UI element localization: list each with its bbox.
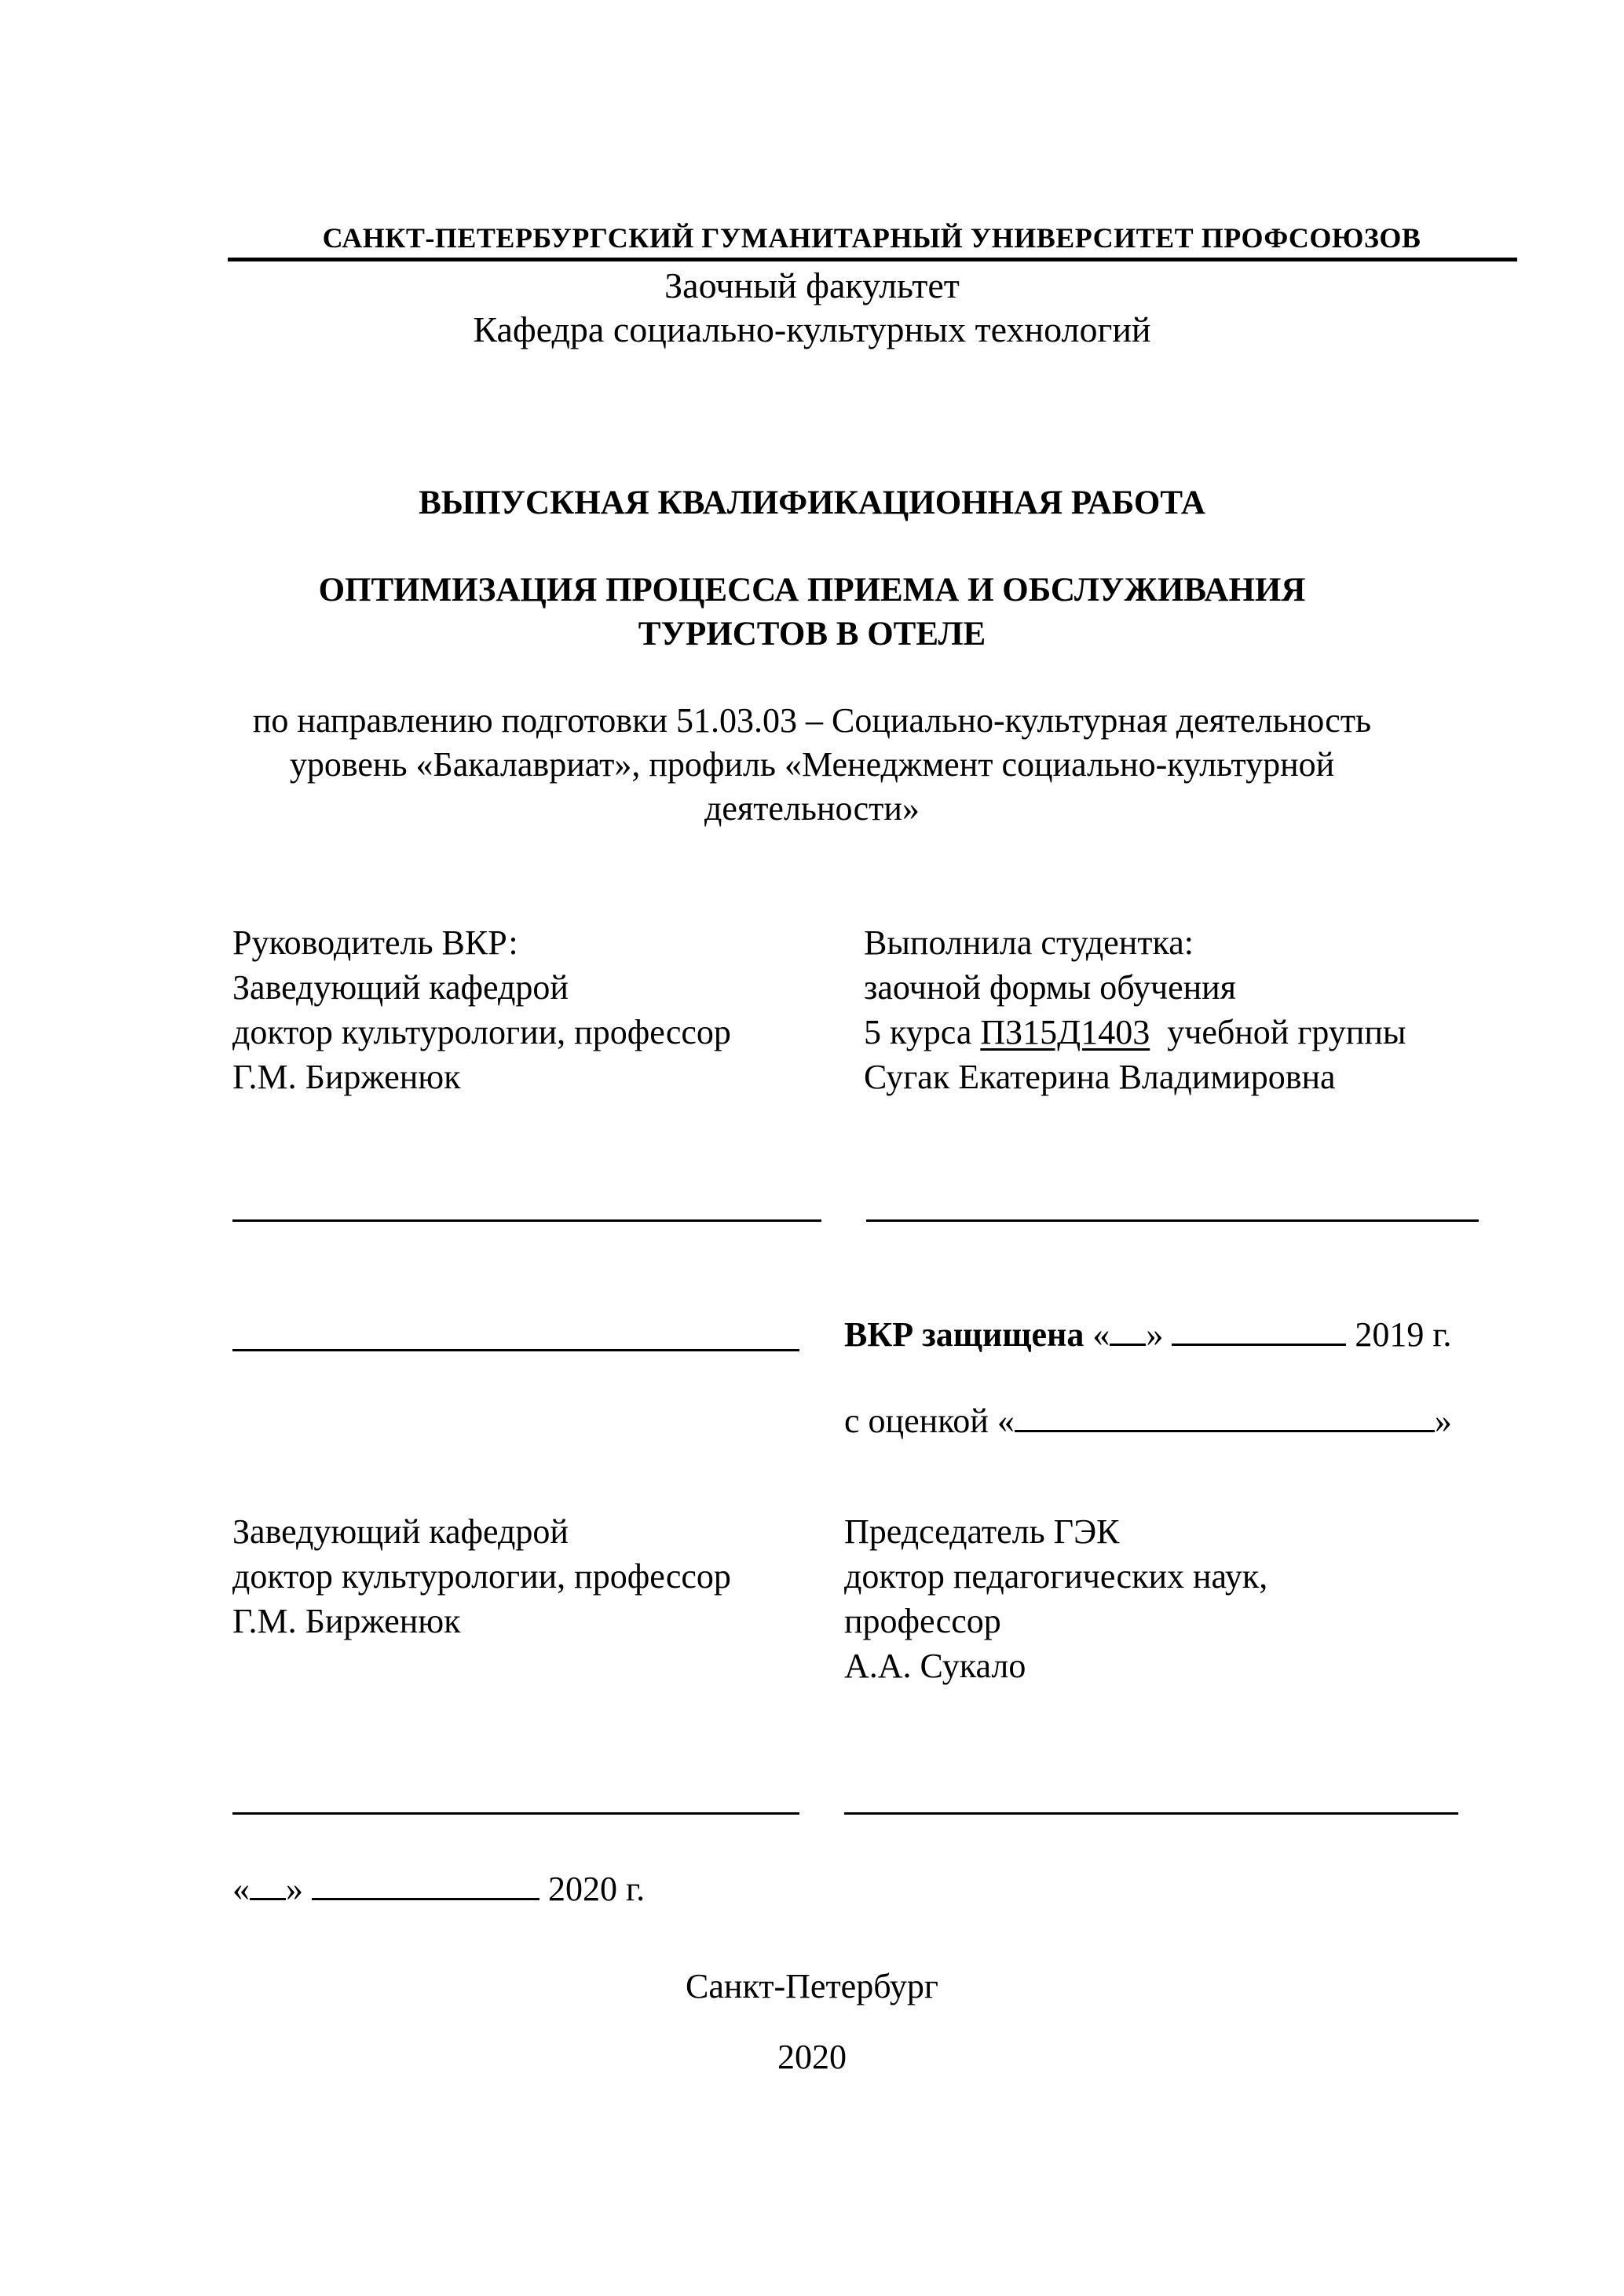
student-study-form: заочной формы обучения bbox=[864, 968, 1236, 1007]
supervisor-date-signature-line bbox=[232, 1349, 799, 1351]
gek-chair-title: профессор bbox=[844, 1602, 1001, 1640]
defense-day-blank[interactable] bbox=[1110, 1314, 1146, 1346]
defense-close-quote: » bbox=[1146, 1315, 1164, 1354]
defense-open-quote: « bbox=[1092, 1315, 1110, 1354]
work-title-line-1: ОПТИМИЗАЦИЯ ПРОЦЕССА ПРИЕМА И ОБСЛУЖИВАНИЯ bbox=[318, 572, 1306, 609]
department-name: Кафедра социально-культурных технологий bbox=[473, 309, 1151, 349]
work-type-heading: ВЫПУСКНАЯ КВАЛИФИКАЦИОННАЯ РАБОТА bbox=[419, 484, 1205, 521]
gek-chair-degree: доктор педагогических наук, bbox=[844, 1557, 1268, 1596]
student-block bbox=[864, 920, 1406, 1099]
supervisor-degree: доктор культурологии, профессор bbox=[232, 1013, 731, 1051]
defense-status-line bbox=[844, 1313, 1451, 1357]
study-direction bbox=[0, 699, 1624, 831]
date-month-blank[interactable] bbox=[312, 1868, 540, 1900]
gek-chair-name: А.А. Сукало bbox=[844, 1647, 1026, 1685]
date-day-blank[interactable] bbox=[250, 1868, 286, 1900]
supervisor-block bbox=[232, 920, 731, 1099]
head-signature-line bbox=[232, 1812, 799, 1815]
course-prefix: 5 курса bbox=[864, 1013, 972, 1051]
date-year: 2020 г. bbox=[548, 1870, 646, 1908]
direction-line-3: деятельности» bbox=[704, 789, 920, 828]
faculty-name: Заочный факультет bbox=[664, 265, 960, 305]
student-label: Выполнила студентка: bbox=[864, 923, 1194, 962]
student-name: Сугак Екатерина Владимировна bbox=[864, 1058, 1336, 1096]
year: 2020 bbox=[777, 2038, 847, 2076]
grade-label: с оценкой « bbox=[844, 1402, 1015, 1440]
date-close-quote: » bbox=[286, 1870, 303, 1908]
grade-blank[interactable] bbox=[1015, 1400, 1435, 1432]
student-signature-line bbox=[866, 1219, 1479, 1222]
gek-chair-block bbox=[844, 1509, 1267, 1688]
work-title bbox=[0, 569, 1624, 656]
head-degree: доктор культурологии, профессор bbox=[232, 1557, 731, 1596]
university-name: САНКТ-ПЕТЕРБУРГСКИЙ ГУМАНИТАРНЫЙ УНИВЕРСИТЕТ ПРОФСОЮЗОВ bbox=[322, 222, 1421, 254]
group-code: ПЗ15Д1403 bbox=[980, 1013, 1150, 1051]
student-course-group bbox=[864, 1010, 1406, 1055]
direction-line-2: уровень «Бакалавриат», профиль «Менеджмент социально-культурной bbox=[289, 745, 1335, 784]
direction-line-1: по направлению подготовки 51.03.03 – Социально-культурная деятельность bbox=[252, 701, 1372, 740]
supervisor-name: Г.М. Бирженюк bbox=[232, 1058, 461, 1096]
head-name: Г.М. Бирженюк bbox=[232, 1602, 461, 1640]
head-of-department-block bbox=[232, 1509, 731, 1643]
supervisor-label: Руководитель ВКР: bbox=[232, 923, 518, 962]
defense-year: 2019 г. bbox=[1355, 1315, 1452, 1354]
supervisor-signature-line bbox=[232, 1219, 821, 1222]
city: Санкт-Петербург bbox=[686, 1967, 938, 2005]
work-title-line-2: ТУРИСТОВ В ОТЕЛЕ bbox=[638, 616, 986, 653]
date-open-quote: « bbox=[232, 1870, 250, 1908]
head-position: Заведующий кафедрой bbox=[232, 1512, 569, 1551]
course-suffix: учебной группы bbox=[1167, 1013, 1406, 1051]
defense-grade-line bbox=[844, 1399, 1452, 1443]
approval-date-line bbox=[232, 1867, 645, 1911]
gek-chair-signature-line bbox=[844, 1812, 1458, 1815]
gek-chair-position: Председатель ГЭК bbox=[844, 1512, 1120, 1551]
grade-close-quote: » bbox=[1434, 1402, 1452, 1440]
defense-label: ВКР защищена bbox=[844, 1315, 1084, 1354]
header-rule bbox=[228, 258, 1517, 261]
defense-month-blank[interactable] bbox=[1172, 1314, 1346, 1346]
supervisor-position: Заведующий кафедрой bbox=[232, 968, 569, 1007]
